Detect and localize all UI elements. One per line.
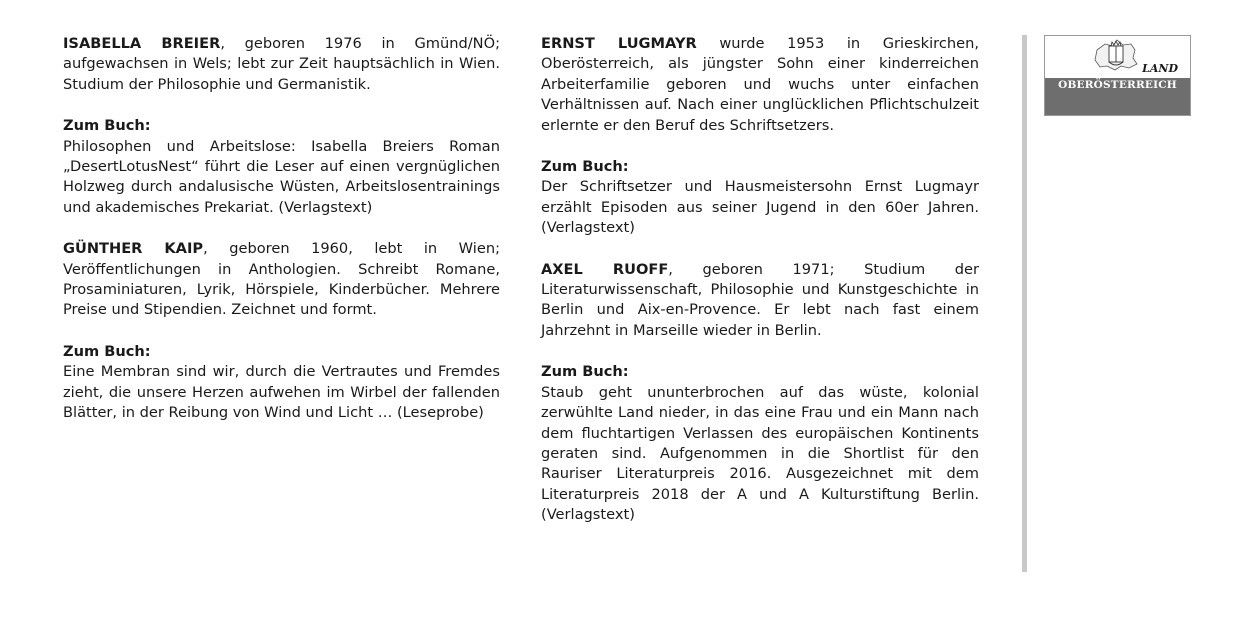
book-description: Eine Membran sind wir, durch die Vertrautes und Fremdes zieht, die unsere Herzen aufwehen im Wirbel der fallenden Blätter, in der Reibung von Wind und Licht … (Leseprobe) — [63, 363, 500, 422]
left-column — [63, 34, 500, 445]
vertical-divider — [1022, 35, 1027, 572]
book-heading: Zum Buch: — [541, 158, 629, 176]
right-column — [541, 34, 979, 547]
author-bio — [541, 34, 979, 136]
author-bio-text: wurde 1953 in Grieskirchen, Oberösterreich, als jüngster Sohn einer kinderreichen Arbeiterfamilie geboren und wuchs unter einfachen Verhältnissen auf. Nach einer unglücklichen Pflichtschulzeit erlernte er den Beruf des Schriftsetzers. — [541, 35, 979, 134]
author-entry-kaip — [63, 239, 500, 321]
author-name: ERNST LUGMAYR — [541, 35, 697, 52]
book-entry-ruoff — [541, 362, 979, 525]
author-name: GÜNTHER KAIP — [63, 240, 204, 258]
book-entry-kaip — [63, 342, 500, 424]
logo-word-region: OBERÖSTERREICH — [1058, 79, 1177, 91]
author-bio-text: , geboren 1971; Studium der Literaturwissenschaft, Philosophie und Kunstgeschichte in Berlin und Aix-en-Provence. Er lebt nach fast einem Jahrzehnt in Marseille wieder in Berlin. — [541, 260, 980, 339]
author-entry-breier — [63, 34, 500, 95]
author-entry-ruoff — [541, 260, 979, 342]
book-description: Philosophen und Arbeitslose: Isabella Breiers Roman „DesertLotusNest“ führt die Leser auf einen vergnüglichen Holzweg durch andalusische Wüsten, Arbeitslosentrainings und akademisches Prekariat. (Verlagstext) — [63, 137, 500, 216]
book-entry-breier — [63, 116, 500, 218]
book-heading: Zum Buch: — [63, 342, 151, 360]
book-heading: Zum Buch: — [541, 363, 629, 381]
land-oberoesterreich-logo — [1044, 35, 1191, 116]
author-bio-text: , geboren 1960, lebt in Wien; Veröffentlichungen in Anthologien. Schreibt Romane, Prosaminiaturen, Lyrik, Hörspiele, Kinderbücher. Mehrere Preise und Stipendien. Zeichnet und formt. — [63, 240, 500, 319]
logo-band — [1045, 78, 1190, 115]
author-name: AXEL RUOFF — [541, 260, 669, 278]
author-entry-lugmayr — [541, 34, 979, 136]
logo-word-land: LAND — [1142, 62, 1178, 75]
author-name: ISABELLA BREIER — [63, 35, 221, 52]
author-bio-text: , geboren 1976 in Gmünd/NÖ; aufgewachsen in Wels; lebt zur Zeit hauptsächlich in Wien. Studium der Philosophie und Germanistik. — [63, 35, 500, 93]
book-entry-lugmayr — [541, 157, 979, 239]
book-description: Der Schriftsetzer und Hausmeistersohn Ernst Lugmayr erzählt Episoden aus seiner Jugend in den 60er Jahren. (Verlagstext) — [541, 178, 979, 237]
author-bio — [541, 260, 979, 342]
author-bio — [63, 34, 500, 95]
book-description: Staub geht ununterbrochen auf das wüste, kolonial zerwühlte Land nieder, in das eine Frau und ein Mann nach dem fluchtartigen Verlassen des europäischen Kontinents geraten sind. Aufgenommen in die Shortlist für den Rauriser Literaturpreis 2016. Ausgezeichnet mit dem Literaturpreis 2018 der A und A Kulturstiftung Berlin. (Verlagstext) — [541, 383, 979, 524]
book-heading: Zum Buch: — [63, 117, 151, 135]
author-bio — [63, 239, 500, 321]
